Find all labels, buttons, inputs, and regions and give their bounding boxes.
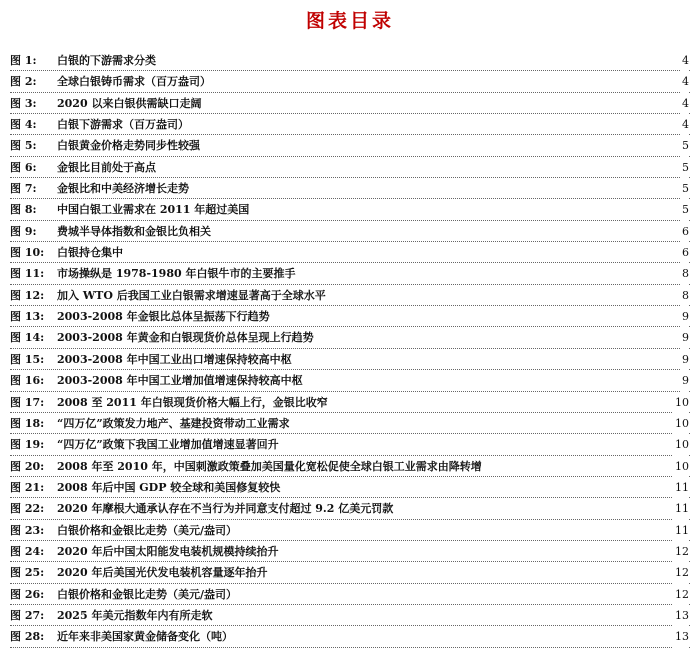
toc-entry[interactable] <box>10 498 690 519</box>
toc-entry-number: 图 5: <box>10 139 37 153</box>
toc-entry-caption: 市场操纵是 1978-1980 年白银牛市的主要推手 <box>57 267 296 281</box>
toc-entry-number: 图 3: <box>10 96 37 110</box>
toc-entry-caption: 2008 年至 2010 年，中国刺激政策叠加美国量化宽松促使全球白银工业需求由降转增 <box>57 459 482 473</box>
toc-entry-caption: 白银持仓集中 <box>57 246 123 260</box>
toc-entry-caption: 2025 年美元指数年内有所走软 <box>57 608 213 622</box>
toc-entry[interactable] <box>10 242 690 263</box>
toc-entry-page-number: 5 <box>680 157 689 178</box>
toc-entry-caption: 2003-2008 年金银比总体呈振荡下行趋势 <box>57 310 270 324</box>
toc-entry-number: 图 20: <box>10 459 45 473</box>
toc-entry-number: 图 8: <box>10 203 37 217</box>
toc-entry-page-number: 10 <box>673 456 689 477</box>
toc-entry-caption: 加入 WTO 后我国工业白银需求增速显著高于全球水平 <box>57 288 326 302</box>
toc-entry[interactable] <box>10 178 690 199</box>
toc-entry-number: 图 23: <box>10 523 45 537</box>
toc-entry-number: 图 26: <box>10 587 45 601</box>
toc-entry-number: 图 4: <box>10 118 37 132</box>
toc-entry-caption: 金银比和中美经济增长走势 <box>57 182 189 196</box>
toc-entry-caption: 2008 年后中国 GDP 较全球和美国修复较快 <box>57 480 281 494</box>
toc-entry-caption: 2003-2008 年中国工业出口增速保持较高中枢 <box>57 352 292 366</box>
toc-entry[interactable] <box>10 434 690 455</box>
toc-entry-page-number: 6 <box>680 242 689 263</box>
toc-entry[interactable] <box>10 541 690 562</box>
toc-entry-number: 图 9: <box>10 224 37 238</box>
toc-entry-page-number: 8 <box>680 263 689 284</box>
toc-entry-page-number: 4 <box>680 114 689 135</box>
toc-entry-number: 图 19: <box>10 438 45 452</box>
toc-entry[interactable] <box>10 114 690 135</box>
toc-entry-caption: 白银的下游需求分类 <box>57 54 156 67</box>
toc-entry-caption: 白银价格和金银比走势（美元/盎司） <box>57 523 238 537</box>
toc-entry-caption: “四万亿”政策发力地产、基建投资带动工业需求 <box>57 416 290 430</box>
toc-entry-number: 图 16: <box>10 374 45 388</box>
toc-entry-page-number: 12 <box>673 562 689 583</box>
toc-entry-caption: 2008 至 2011 年白银现货价格大幅上行，金银比收窄 <box>57 395 328 409</box>
toc-entry-number: 图 24: <box>10 544 45 558</box>
toc-entry-number: 图 15: <box>10 352 45 366</box>
toc-entry[interactable] <box>10 135 690 156</box>
toc-entry[interactable] <box>10 456 690 477</box>
toc-entry-page-number: 9 <box>680 327 689 348</box>
toc-entry-caption: 全球白银铸币需求（百万盎司） <box>57 75 211 89</box>
toc-entry-number: 图 17: <box>10 395 45 409</box>
toc-entry-caption: 2020 年后美国光伏发电装机容量逐年抬升 <box>57 566 268 580</box>
toc-entry-number: 图 7: <box>10 182 37 196</box>
toc-entry[interactable] <box>10 93 690 114</box>
toc-entry-page-number: 4 <box>680 50 689 71</box>
toc-entry-caption: 近年来非美国家黄金储备变化（吨） <box>57 630 233 644</box>
toc-entry-number: 图 12: <box>10 288 45 302</box>
toc-entry-caption: 费城半导体指数和金银比负相关 <box>57 224 211 238</box>
toc-entry-caption: 白银黄金价格走势同步性较强 <box>57 139 200 153</box>
toc-title: 图表目录 <box>305 10 394 32</box>
toc-entry-caption: 白银价格和金银比走势（美元/盎司） <box>57 587 238 601</box>
toc-entry[interactable] <box>10 584 690 605</box>
toc-entry-number: 图 1: <box>10 54 37 67</box>
toc-entry-number: 图 25: <box>10 566 45 580</box>
toc-entry-page-number: 4 <box>680 71 689 92</box>
toc-entry[interactable] <box>10 221 690 242</box>
toc-entry-caption: 2020 以来白银供需缺口走阔 <box>57 96 202 110</box>
toc-entry-page-number: 5 <box>680 135 689 156</box>
toc-entry-number: 图 21: <box>10 480 45 494</box>
toc-entry[interactable] <box>10 370 690 391</box>
toc-entry-page-number: 13 <box>673 605 689 626</box>
toc-entry-caption: 金银比目前处于高点 <box>57 160 156 174</box>
toc-entry[interactable] <box>10 285 690 306</box>
toc-entry-number: 图 10: <box>10 246 45 260</box>
toc-entry[interactable] <box>10 392 690 413</box>
toc-entry[interactable] <box>10 327 690 348</box>
toc-entry[interactable] <box>10 71 690 92</box>
toc-entry-number: 图 6: <box>10 160 37 174</box>
toc-entry-page-number: 12 <box>673 541 689 562</box>
toc-entry-number: 图 13: <box>10 310 45 324</box>
toc-entry-caption: 2020 年后中国太阳能发电装机规模持续抬升 <box>57 544 279 558</box>
toc-entry-page-number: 5 <box>680 199 689 220</box>
toc-entry-number: 图 14: <box>10 331 45 345</box>
toc-entry-page-number: 9 <box>680 349 689 370</box>
toc-list <box>10 50 690 648</box>
toc-entry-page-number: 5 <box>680 178 689 199</box>
toc-entry-number: 图 28: <box>10 630 45 644</box>
toc-entry-page-number: 4 <box>680 93 689 114</box>
toc-entry[interactable] <box>10 520 690 541</box>
toc-entry-page-number: 11 <box>673 477 689 498</box>
toc-entry-caption: 2003-2008 年中国工业增加值增速保持较高中枢 <box>57 374 303 388</box>
toc-entry-number: 图 11: <box>10 267 45 281</box>
toc-entry[interactable] <box>10 605 690 626</box>
toc-entry[interactable] <box>10 157 690 178</box>
toc-entry-page-number: 11 <box>673 498 689 519</box>
toc-entry[interactable] <box>10 562 690 583</box>
toc-entry-page-number: 9 <box>680 306 689 327</box>
toc-entry[interactable] <box>10 349 690 370</box>
toc-entry[interactable] <box>10 626 690 647</box>
toc-entry-caption: 白银下游需求（百万盎司） <box>57 118 189 132</box>
toc-entry-caption: 2020 年摩根大通承认存在不当行为并同意支付超过 9.2 亿美元罚款 <box>57 502 394 516</box>
toc-entry-page-number: 6 <box>680 221 689 242</box>
toc-entry-page-number: 12 <box>673 584 689 605</box>
toc-entry-page-number: 13 <box>673 626 689 647</box>
toc-entry-caption: 中国白银工业需求在 2011 年超过美国 <box>57 203 250 217</box>
toc-entry[interactable] <box>10 306 690 327</box>
toc-entry[interactable] <box>10 477 690 498</box>
toc-entry-caption: 2003-2008 年黄金和白银现货价总体呈现上行趋势 <box>57 331 314 345</box>
toc-entry-number: 图 18: <box>10 416 45 430</box>
toc-entry-number: 图 22: <box>10 502 45 516</box>
toc-entry[interactable] <box>10 50 690 71</box>
toc-entry-caption: “四万亿”政策下我国工业增加值增速显著回升 <box>57 438 279 452</box>
toc-entry[interactable] <box>10 413 690 434</box>
toc-entry-page-number: 10 <box>673 413 689 434</box>
toc-entry-number: 图 2: <box>10 75 37 89</box>
toc-entry-number: 图 27: <box>10 608 45 622</box>
toc-entry-page-number: 11 <box>673 520 689 541</box>
toc-entry[interactable] <box>10 263 690 284</box>
toc-entry-page-number: 10 <box>673 434 689 455</box>
toc-entry-page-number: 9 <box>680 370 689 391</box>
toc-entry-page-number: 10 <box>673 392 689 413</box>
toc-entry[interactable] <box>10 199 690 220</box>
toc-entry-page-number: 8 <box>680 285 689 306</box>
